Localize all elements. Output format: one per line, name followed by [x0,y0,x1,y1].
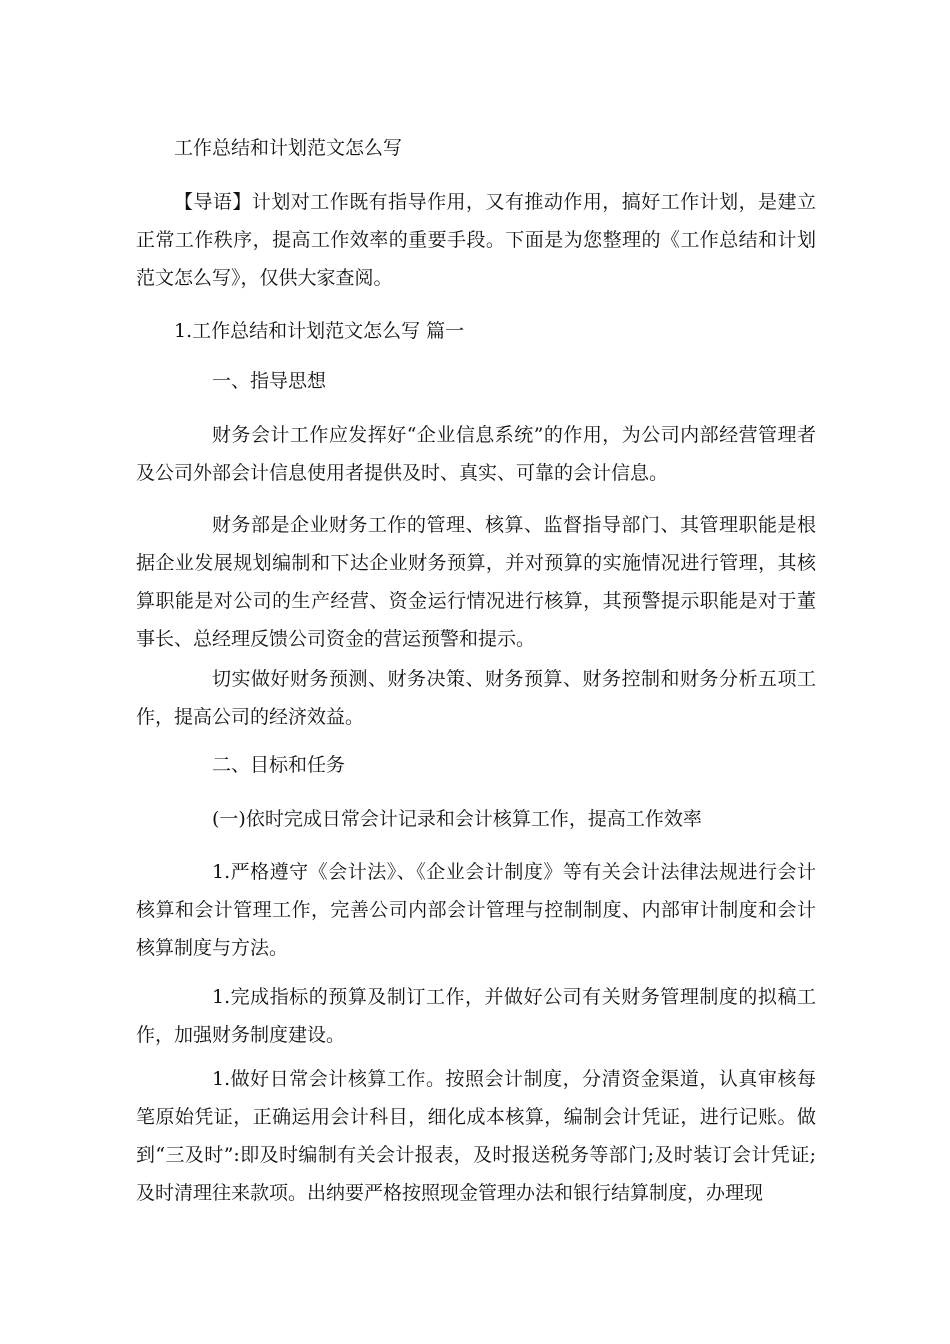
subheading-1: (一)依时完成日常会计记录和会计核算工作，提高工作效率 [212,808,702,830]
section-heading: 1.工作总结和计划范文怎么写 篇一 [174,320,465,342]
paragraph-1: 财务会计工作应发挥好“企业信息系统”的作用，为公司内部经营管理者及公司外部会计信息使用者提供及时、真实、可靠的会计信息。 [136,424,816,484]
heading-guiding-ideology: 一、指导思想 [212,370,327,392]
paragraph-3: 切实做好财务预测、财务决策、财务预算、财务控制和财务分析五项工作，提高公司的经济效益。 [136,668,816,728]
paragraph-2: 财务部是企业财务工作的管理、核算、监督指导部门、其管理职能是根据企业发展规划编制和下达企业财务预算，并对预算的实施情况进行管理，其核算职能是对公司的生产经营、资金运行情况进行核算，其预警提示职能是对于董事长、总经理反馈公司资金的营运预警和提示。 [136,514,816,650]
document-title: 工作总结和计划范文怎么写 [174,137,403,159]
intro-paragraph: 【导语】计划对工作既有指导作用，又有推动作用，搞好工作计划，是建立正常工作秩序，提高工作效率的重要手段。下面是为您整理的《工作总结和计划范文怎么写》，仅供大家查阅。 [136,191,816,289]
list-item-2: 1.完成指标的预算及制订工作，并做好公司有关财务管理制度的拟稿工作，加强财务制度建设。 [136,986,816,1046]
list-item-1: 1.严格遵守《会计法》、《企业会计制度》等有关会计法律法规进行会计核算和会计管理工作，完善公司内部会计管理与控制制度、内部审计制度和会计核算制度与方法。 [136,861,816,959]
list-item-3: 1.做好日常会计核算工作。按照会计制度，分清资金渠道，认真审核每笔原始凭证，正确运用会计科目，细化成本核算，编制会计凭证，进行记账。做到“三及时”:即及时编制有关会计报表，及时报送税务等部门;及时装订会计凭证;及时清理往来款项。出纳要严格按照现金管理办法和银行结算制度，办理现 [136,1068,816,1204]
heading-goals-tasks: 二、目标和任务 [212,754,346,776]
